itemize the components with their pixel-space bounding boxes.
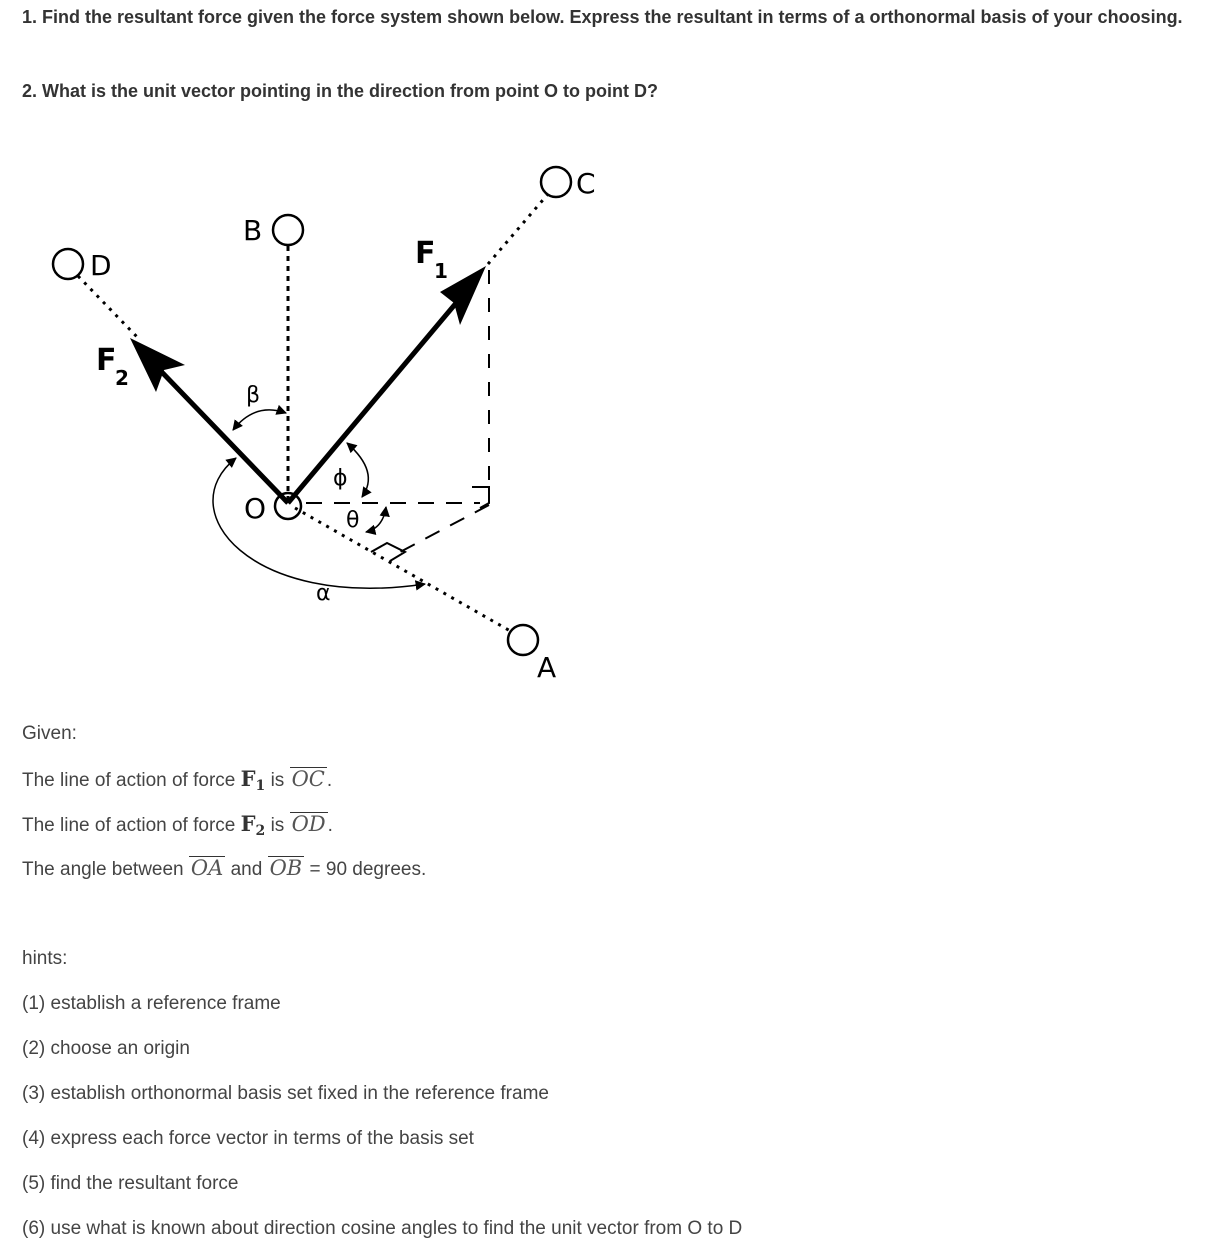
hint-item: (4) express each force vector in terms of the basis set — [22, 1128, 474, 1149]
point-d-label: D — [90, 249, 112, 282]
force-f1-subscript: 1 — [434, 259, 448, 283]
segment-oa: OA — [190, 856, 224, 880]
point-c-label: C — [576, 167, 596, 200]
given-line-2-suffix: . — [327, 815, 333, 836]
given-line-1-prefix: The line of action of force — [22, 770, 241, 791]
given-line-2-prefix: The line of action of force — [22, 815, 241, 836]
line-od — [78, 276, 140, 340]
hint-item: (1) establish a reference frame — [22, 993, 281, 1014]
force-f1-shaft — [288, 296, 462, 503]
hint-item: (5) find the resultant force — [22, 1173, 239, 1194]
point-a-circle — [508, 625, 538, 655]
hint-item: (2) choose an origin — [22, 1038, 190, 1059]
given-line-3-and: and — [225, 859, 268, 880]
angle-beta-label: β — [246, 383, 261, 408]
question-1: 1. Find the resultant force given the force system shown below. Express the resultant in terms of a orthonormal basis of your choosing. — [22, 7, 1183, 27]
point-c-circle — [541, 167, 571, 197]
given-line-3-suffix: = 90 degrees. — [304, 859, 427, 880]
given-line-3-prefix: The angle between — [22, 859, 189, 880]
projection-diagonal — [400, 505, 489, 552]
point-b-circle — [273, 215, 303, 245]
question-2: 2. What is the unit vector pointing in the direction from point O to point D? — [22, 81, 658, 101]
segment-od: OD — [291, 812, 326, 836]
force-f1-symbol — [240, 766, 266, 794]
point-o-label: O — [244, 492, 267, 525]
hint-item: (3) establish orthonormal basis set fixed in the reference frame — [22, 1083, 549, 1104]
hints-heading: hints: — [22, 948, 68, 969]
angle-theta-label: θ — [346, 508, 360, 533]
point-b-label: B — [243, 214, 263, 247]
force-f2-shaft — [155, 365, 288, 503]
segment-oc: OC — [291, 767, 325, 791]
point-a-label: A — [537, 651, 557, 684]
given-line-2 — [22, 811, 333, 839]
right-angle-marker-top — [472, 487, 489, 508]
given-line-3 — [22, 856, 426, 881]
given-line-1-is: is — [265, 770, 290, 791]
segment-ob: OB — [269, 856, 303, 880]
given-line-2-is: is — [265, 815, 290, 836]
angle-beta-arc — [233, 410, 286, 430]
force-f2-label: F — [96, 343, 117, 378]
angle-phi-arc — [347, 443, 368, 497]
force-f1-sub: 1 — [255, 778, 266, 794]
angle-theta-arc — [366, 507, 386, 532]
angle-alpha-label: α — [316, 581, 331, 606]
given-line-1-suffix: . — [326, 770, 333, 791]
force-f2-subscript: 2 — [115, 366, 129, 390]
force-diagram — [0, 120, 1215, 700]
force-f1-letter: F — [240, 766, 256, 791]
given-heading: Given: — [22, 723, 77, 744]
force-f2-arrowhead — [130, 338, 185, 392]
line-oa — [295, 508, 512, 632]
point-d-circle — [53, 249, 83, 279]
force-f1-label: F — [415, 236, 436, 271]
right-angle-marker-bottom — [371, 543, 405, 561]
given-line-1 — [22, 766, 332, 794]
line-oc — [488, 194, 548, 264]
angle-phi-label: ϕ — [333, 466, 348, 491]
force-f2-letter: F — [240, 811, 256, 836]
force-f2-symbol — [240, 811, 266, 839]
force-f2-sub: 2 — [255, 823, 266, 839]
hint-item: (6) use what is known about direction cosine angles to find the unit vector from O to D — [22, 1218, 743, 1239]
